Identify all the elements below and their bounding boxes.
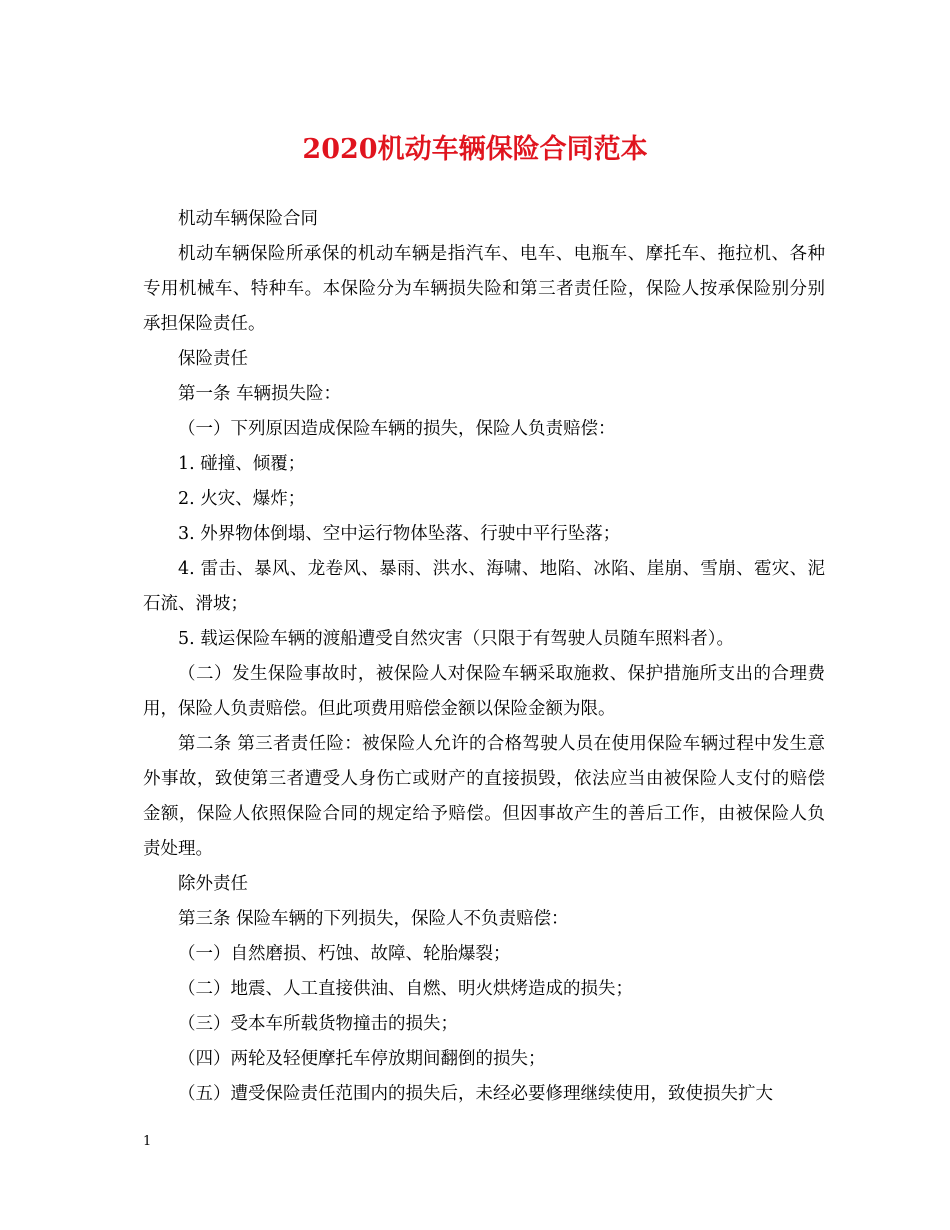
paragraph: 机动车辆保险合同 [178, 209, 318, 229]
list-item: 3. 外界物体倒塌、空中运行物体坠落、行驶中平行坠落； [178, 524, 621, 544]
list-item: （五）遭受保险责任范围内的损失后，未经必要修理继续使用，致使损失扩大 [178, 1084, 773, 1104]
list-item: 5. 载运保险车辆的渡船遭受自然灾害（只限于有驾驶人员随车照料者）。 [178, 629, 735, 649]
paragraph: 第一条 车辆损失险： [178, 384, 342, 404]
paragraph: 机动车辆保险所承保的机动车辆是指汽车、电车、电瓶车、摩托车、拖拉机、各种专用机械车、特种车。本保险分为车辆损失险和第三者责任险，保险人按承保险别分别承担保险责任。 [143, 244, 825, 334]
list-item: （一）自然磨损、朽蚀、故障、轮胎爆裂； [178, 944, 511, 964]
list-item: （二）地震、人工直接供油、自燃、明火烘烤造成的损失； [178, 979, 633, 999]
list-item: 4. 雷击、暴风、龙卷风、暴雨、洪水、海啸、地陷、冰陷、崖崩、雪崩、雹灾、泥石流、滑坡； [143, 559, 825, 614]
paragraph: 第三条 保险车辆的下列损失，保险人不负责赔偿： [178, 909, 569, 929]
list-item: 2. 火灾、爆炸； [178, 489, 306, 509]
document-title: 2020机动车辆保险合同范本 [302, 134, 648, 165]
list-item: （四）两轮及轻便摩托车停放期间翻倒的损失； [178, 1049, 546, 1069]
list-item: 1. 碰撞、倾覆； [178, 454, 306, 474]
document-body [143, 202, 825, 1112]
paragraph: （一）下列原因造成保险车辆的损失，保险人负责赔偿： [178, 419, 616, 439]
section-heading: 除外责任 [178, 874, 248, 894]
page-number: 1 [143, 1134, 152, 1149]
list-item: （三）受本车所载货物撞击的损失； [178, 1014, 458, 1034]
section-heading: 保险责任 [178, 349, 248, 369]
paragraph: （二）发生保险事故时，被保险人对保险车辆采取施救、保护措施所支出的合理费用，保险人负责赔偿。但此项费用赔偿金额以保险金额为限。 [143, 664, 825, 719]
paragraph: 第二条 第三者责任险：被保险人允许的合格驾驶人员在使用保险车辆过程中发生意外事故，致使第三者遭受人身伤亡或财产的直接损毁，依法应当由被保险人支付的赔偿金额，保险人依照保险合同的规定给予赔偿。但因事故产生的善后工作，由被保险人负责处理。 [143, 734, 825, 859]
